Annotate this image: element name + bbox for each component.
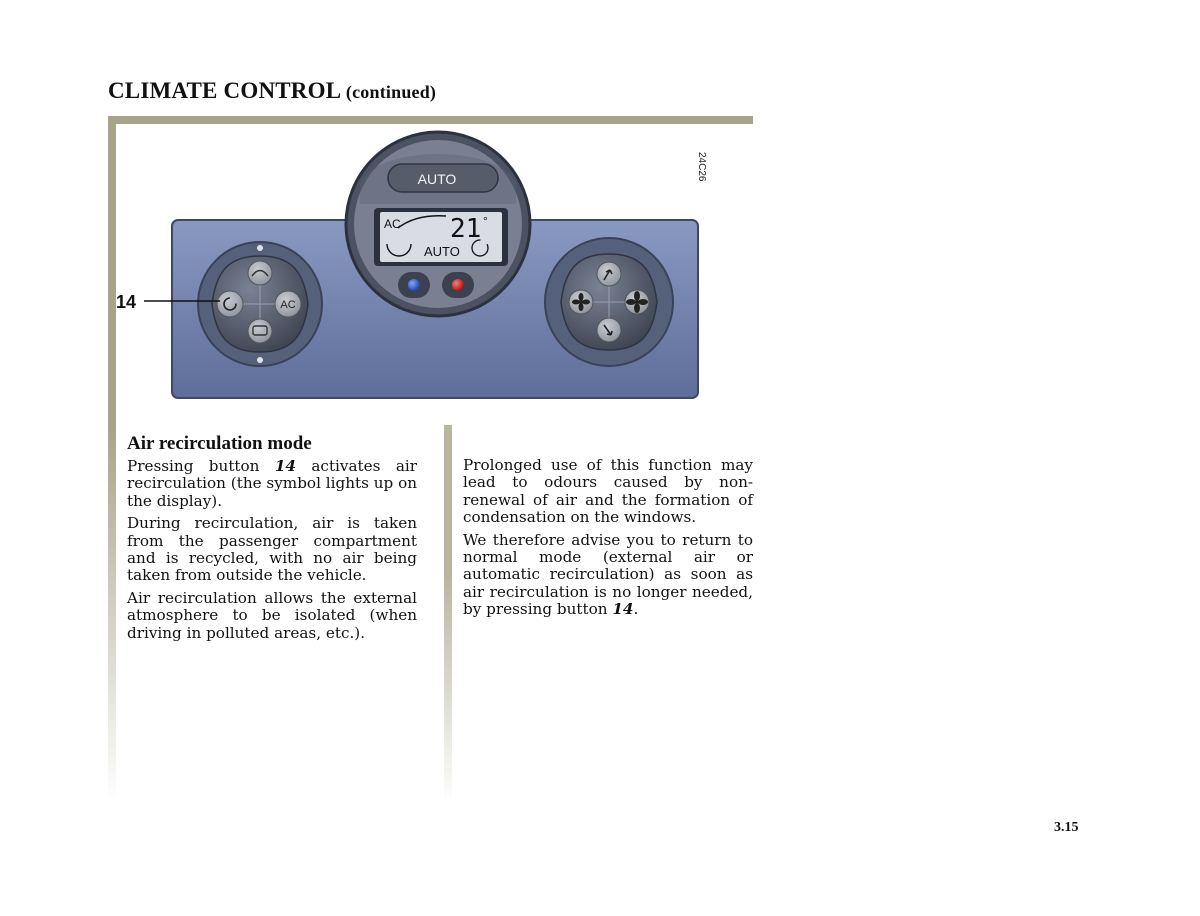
display-temperature: 21 (450, 214, 482, 244)
temperature-down-button[interactable] (398, 272, 430, 298)
paragraph-recirculation-activation: Pressing button 14 activates air recirculation (the symbol lights up on the display). (127, 457, 417, 510)
button-reference: 14 (274, 457, 296, 475)
ac-button-label: AC (280, 299, 296, 311)
left-text-column (127, 433, 417, 647)
page-number: 3.15 (1054, 820, 1079, 835)
recirculation-button[interactable] (217, 291, 243, 317)
auto-button[interactable] (388, 164, 498, 192)
display-ac-indicator: AC (384, 217, 401, 231)
section-heading: Air recirculation mode (127, 433, 312, 454)
auto-button-label: AUTO (417, 171, 457, 187)
hot-indicator (452, 279, 464, 291)
cold-indicator (408, 279, 420, 291)
paragraph-recirculation-description: During recirculation, air is taken from the passenger compartment and is recycled, with no air being taken from outside the vehicle. (127, 514, 417, 585)
figure-code: 24C26 (696, 152, 707, 182)
ac-button[interactable] (275, 291, 301, 317)
air-distribution-up-button[interactable] (597, 262, 621, 286)
climate-panel-figure (116, 124, 716, 424)
air-distribution-down-button[interactable] (597, 318, 621, 342)
paragraph-return-to-normal: We therefore advise you to return to normal mode (external air or automatic recirculation) as soon as air recirculation is no longer needed, by pressing button 14. (463, 530, 753, 619)
paragraph-prolonged-use: Prolonged use of this function may lead to odours caused by non-renewal of air and the formation of condensation on the windows. (463, 456, 753, 527)
button-reference: 14 (612, 600, 634, 619)
right-text-column (463, 457, 753, 624)
rear-demist-button[interactable] (248, 319, 272, 343)
display-degree-sign: ° (483, 214, 488, 228)
temperature-up-button[interactable] (442, 272, 474, 298)
callout-label: 14 (116, 292, 137, 312)
page-subtitle: (continued) (345, 82, 437, 102)
left-rule (108, 116, 116, 806)
climate-panel-illustration (116, 124, 716, 424)
front-demist-button[interactable] (248, 261, 272, 285)
display-mode: AUTO (424, 244, 460, 259)
right-control-knob (545, 238, 673, 366)
paragraph-isolation: Air recirculation allows the external atmosphere to be isolated (when driving in polluted areas, etc.). (127, 588, 417, 642)
column-divider (444, 425, 452, 805)
fan-speed-down-button[interactable] (569, 290, 593, 314)
page-title: CLIMATE CONTROL (continued) (108, 78, 437, 103)
lcd-display (374, 208, 508, 266)
fan-speed-up-button[interactable] (625, 290, 649, 314)
top-rule (108, 116, 753, 124)
